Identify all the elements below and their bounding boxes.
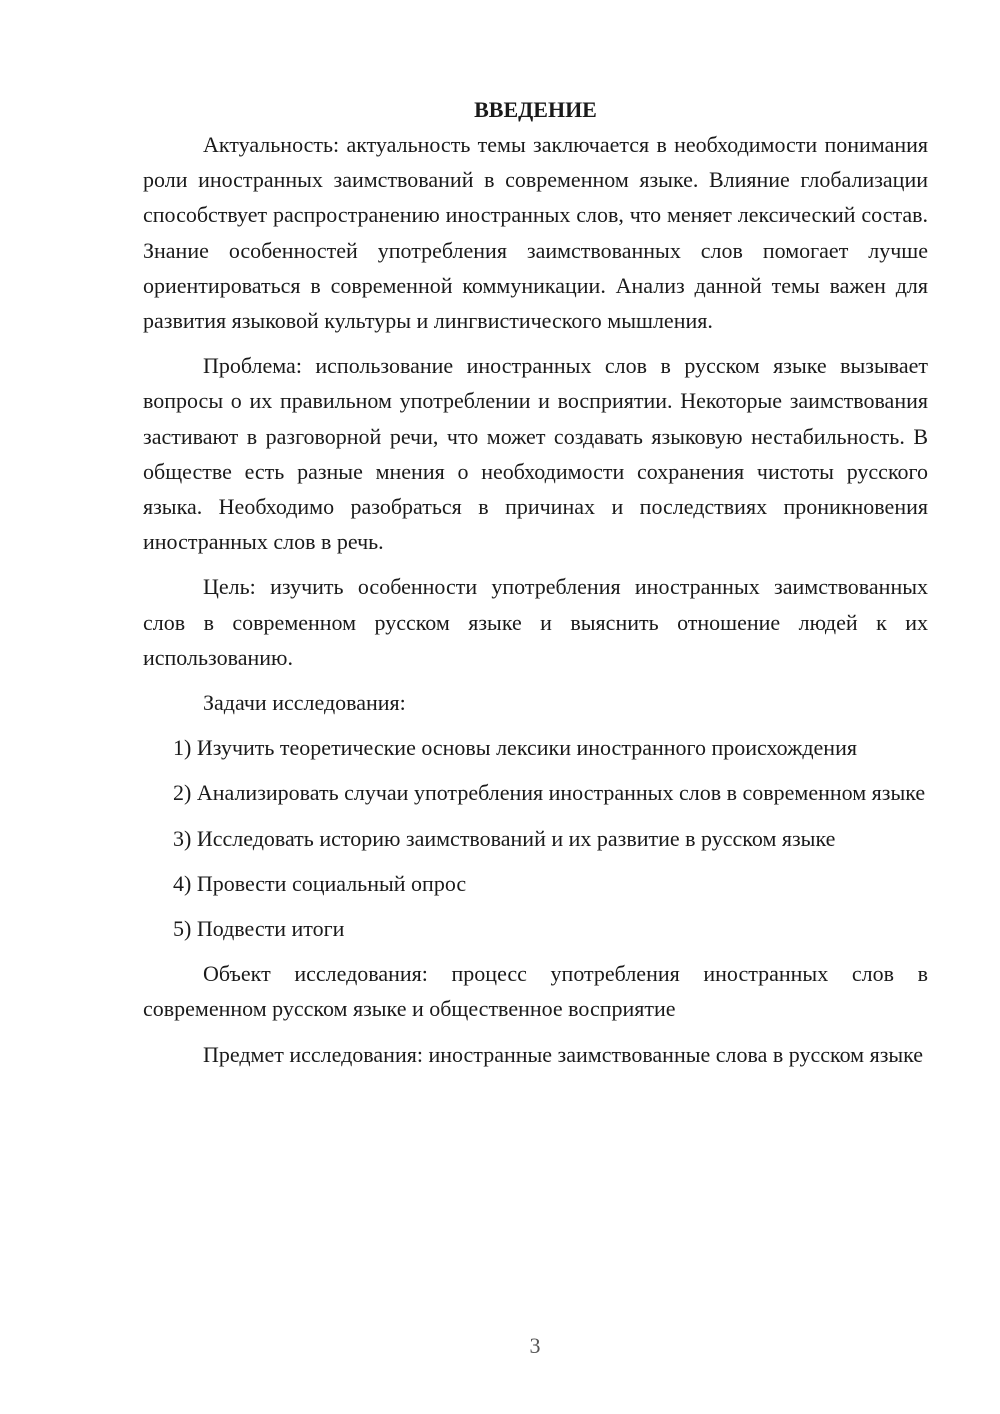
task-item-4: 4) Провести социальный опрос [173,870,467,896]
goal-paragraph: Цель: изучить особенности употребления иностранных заимствованных слов в современном русском языке и выяснить отношение людей к их использованию. [143,574,928,670]
task-item-3: 3) Исследовать историю заимствований и их развитие в русском языке [173,825,836,851]
document-page [143,92,928,1082]
object-paragraph: Объект исследования: процесс употребления иностранных слов в современном русском языке и общественное восприятие [143,961,928,1022]
relevance-paragraph: Актуальность: актуальность темы заключается в необходимости понимания роли иностранных заимствований в современном языке. Влияние глобализации способствует распространению иностранных слов, что меняет лексический состав. Знание особенностей употребления заимствованных слов помогает лучше ориентироваться в современной коммуникации. Анализ данной темы важен для развития языковой культуры и лингвистического мышления. [143,132,928,334]
page-title: ВВЕДЕНИЕ [474,97,597,122]
task-item-2: 2) Анализировать случаи употребления иностранных слов в современном языке [173,780,926,806]
task-item-5: 5) Подвести итоги [173,916,345,942]
tasks-heading: Задачи исследования: [203,690,406,716]
problem-paragraph: Проблема: использование иностранных слов в русском языке вызывает вопросы о их правильном употреблении и восприятии. Некоторые заимствования застивают в разговорной речи, что может создавать языковую нестабильность. В обществе есть разные мнения о необходимости сохранения чистоты русского языка. Необходимо разобраться в причинах и последствиях проникновения иностранных слов в речь. [143,353,928,555]
task-item-1: 1) Изучить теоретические основы лексики иностранного происхождения [173,735,857,761]
page-number: 3 [529,1333,541,1358]
subject-paragraph: Предмет исследования: иностранные заимствованные слова в русском языке [203,1041,924,1067]
